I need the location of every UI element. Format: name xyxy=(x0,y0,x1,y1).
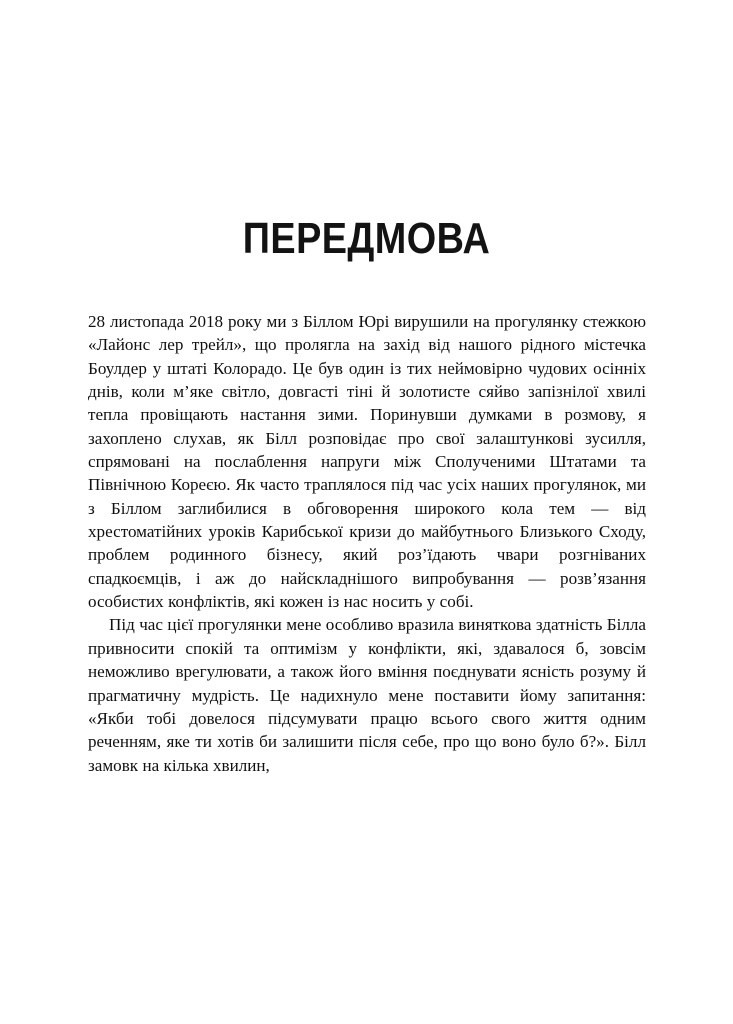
body-paragraph: 28 листопада 2018 року ми з Біллом Юрі вирушили на прогулянку стежкою «Лайонс лер трейл», що пролягла на захід від нашого рідного містечка Боулдер у штаті Колорадо. Це був один із тих неймовірно чудових осінніх днів, коли м’яке світло, довгасті тіні й золотисте сяйво запізнілої хвилі тепла провіщають настання зими. Поринувши думками в розмову, я захоплено слухав, як Білл розповідає про свої залаштункові зусилля, спрямовані на послаблення напруги між Сполученими Штатами та Північною Кореєю. Як часто траплялося під час усіх наших прогулянок, ми з Біллом заглибилися в обговорення широкого кола тем — від хрестоматійних уроків Карибської кризи до майбутнього Близького Сходу, проблем родинного бізнесу, який роз’їдають чвари розгніваних спадкоємців, і аж до найскладнішого випробування — розв’язання особистих конфліктів, які кожен із нас носить у собі. xyxy=(88,312,646,612)
body-paragraph: Під час цієї прогулянки мене особливо вразила виняткова здатність Білла привносити спокій та оптимізм у конфлікти, які, здавалося б, зовсім неможливо врегулювати, а також його вміння поєднувати ясність розуму й прагматичну мудрість. Це надихнуло мене поставити йому запитання: «Якби тобі довелося підсумувати працю всього свого життя одним реченням, яке ти хотів би залишити після себе, про що воно було б?». Білл замовк на кілька хвилин, xyxy=(88,615,646,775)
body-text-block xyxy=(88,310,646,777)
chapter-title: ПЕРЕДМОВА xyxy=(242,214,491,264)
